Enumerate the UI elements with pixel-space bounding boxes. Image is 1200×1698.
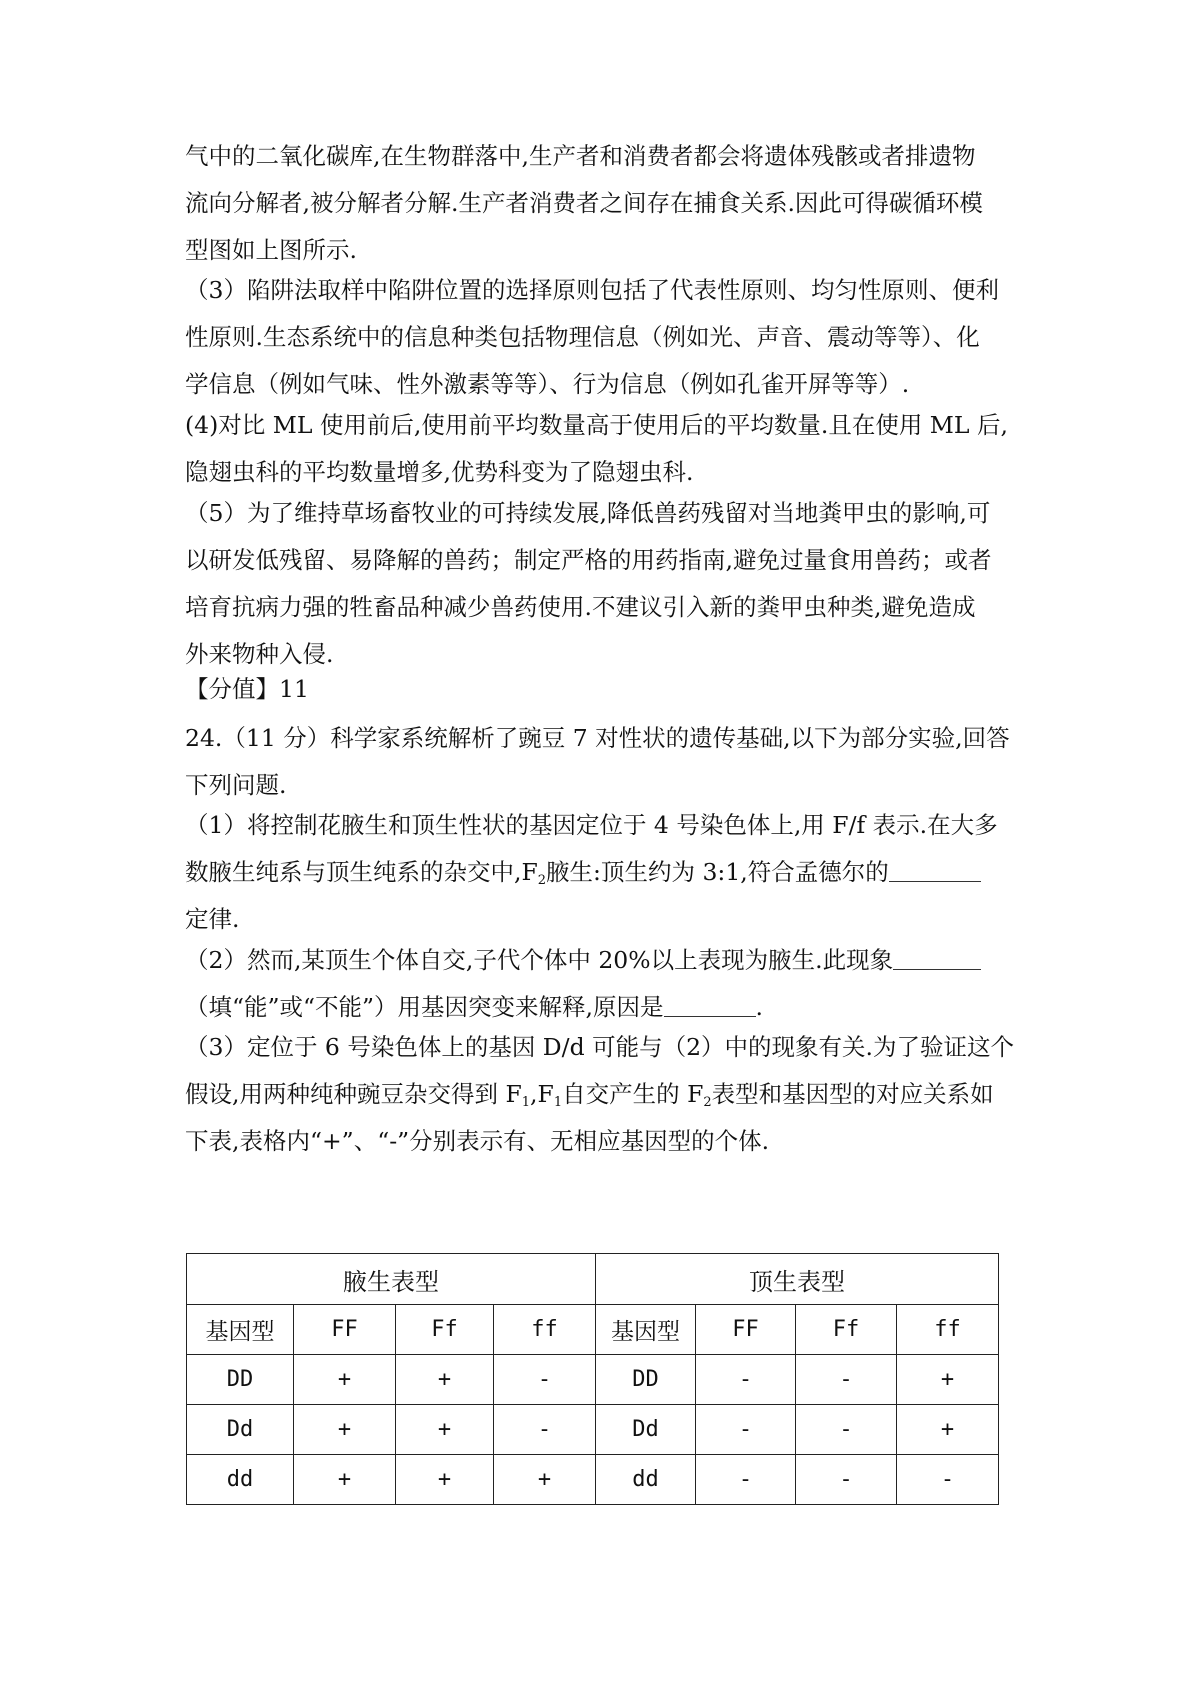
table-header-row (187, 1254, 999, 1305)
column-header: FF (696, 1305, 796, 1355)
text-segment: ,F (530, 1080, 554, 1108)
text-segment: . (755, 993, 764, 1021)
text-segment: 腋生:顶生约为 3:1,符合孟德尔的 (546, 858, 889, 886)
column-header: FF (294, 1305, 396, 1355)
text-line: 下表,表格内“+”、“-”分别表示有、无相应基因型的个体. (185, 1127, 770, 1155)
table-cell: - (494, 1355, 596, 1405)
text-line: 型图如上图所示. (185, 236, 357, 264)
row-label: Dd (187, 1405, 294, 1455)
row-label: dd (596, 1455, 696, 1505)
question-24-stem (185, 715, 1025, 809)
answer-paragraph-3 (185, 267, 1025, 408)
text-line: （1）将控制花腋生和顶生性状的基因定位于 4 号染色体上,用 F/f 表示.在大多 (185, 811, 998, 839)
text-line (185, 937, 1025, 984)
score-line (185, 666, 1025, 713)
table-cell: - (696, 1355, 796, 1405)
text-line: (4)对比 ML 使用前后,使用前平均数量高于使用后的平均数量.且在使用 ML 后, (185, 411, 1008, 439)
row-label: DD (187, 1355, 294, 1405)
text-segment: （2）然而,某顶生个体自交,子代个体中 20%以上表现为腋生.此现象 (185, 946, 894, 974)
row-label: DD (596, 1355, 696, 1405)
text-segment: （填“能”或“不能”）用基因突变来解释,原因是 (185, 993, 664, 1021)
text-segment: 自交产生的 F (562, 1080, 704, 1108)
table-cell: + (294, 1405, 396, 1455)
text-segment: 假设,用两种纯种豌豆杂交得到 F (185, 1080, 522, 1108)
table-row (187, 1455, 999, 1505)
text-line: 性原则.生态系统中的信息种类包括物理信息（例如光、声音、震动等等）、化 (185, 323, 980, 351)
text-line: （5）为了维持草场畜牧业的可持续发展,降低兽药残留对当地粪甲虫的影响,可 (185, 499, 991, 527)
column-header: Ff (796, 1305, 897, 1355)
terminal-phenotype-header: 顶生表型 (596, 1254, 999, 1305)
text-line: 定律. (185, 905, 240, 933)
text-line: 流向分解者,被分解者分解.生产者消费者之间存在捕食关系.因此可得碳循环模 (185, 189, 983, 217)
question-24-part-1 (185, 802, 1025, 943)
text-line (185, 849, 1025, 896)
text-line: 24.（11 分）科学家系统解析了豌豆 7 对性状的遗传基础,以下为部分实验,回答 (185, 724, 1010, 752)
table-cell: - (796, 1455, 897, 1505)
table-cell: - (796, 1355, 897, 1405)
table-cell: + (396, 1455, 494, 1505)
row-label: dd (187, 1455, 294, 1505)
column-header: ff (494, 1305, 596, 1355)
table-cell: + (897, 1355, 999, 1405)
table-cell: + (294, 1355, 396, 1405)
question-24-part-3 (185, 1024, 1025, 1165)
text-line: 以研发低残留、易降解的兽药；制定严格的用药指南,避免过量食用兽药；或者 (185, 546, 992, 574)
genotype-phenotype-table (186, 1253, 999, 1505)
text-segment: 表型和基因型的对应关系如 (711, 1080, 994, 1108)
answer-blank[interactable] (889, 855, 981, 882)
answer-blank[interactable] (664, 990, 756, 1017)
answer-paragraph-4 (185, 402, 1025, 496)
answer-blank[interactable] (893, 943, 981, 970)
subscript: 2 (537, 873, 547, 888)
text-line: 下列问题. (185, 771, 287, 799)
subscript: 1 (521, 1095, 531, 1110)
table-cell: - (494, 1405, 596, 1455)
answer-paragraph-carbon-cycle (185, 133, 1025, 274)
table-row (187, 1405, 999, 1455)
text-line: 隐翅虫科的平均数量增多,优势科变为了隐翅虫科. (185, 458, 694, 486)
table-cell: + (396, 1405, 494, 1455)
table-cell: - (696, 1405, 796, 1455)
text-line: （3）陷阱法取样中陷阱位置的选择原则包括了代表性原则、均匀性原则、便利 (185, 276, 999, 304)
text-line: 外来物种入侵. (185, 640, 334, 668)
column-header: Ff (396, 1305, 494, 1355)
table-subheader-row (187, 1305, 999, 1355)
text-line: 学信息（例如气味、性外激素等等）、行为信息（例如孔雀开屏等等）. (185, 370, 910, 398)
table-cell: + (294, 1455, 396, 1505)
text-segment: 数腋生纯系与顶生纯系的杂交中,F (185, 858, 538, 886)
table-row (187, 1355, 999, 1405)
question-24-part-2 (185, 937, 1025, 1031)
text-line (185, 1071, 1025, 1118)
genotype-label: 基因型 (596, 1305, 696, 1355)
text-line: （3）定位于 6 号染色体上的基因 D/d 可能与（2）中的现象有关.为了验证这个 (185, 1033, 1015, 1061)
genotype-label: 基因型 (187, 1305, 294, 1355)
text-line: 培育抗病力强的牲畜品种减少兽药使用.不建议引入新的粪甲虫种类,避免造成 (185, 593, 976, 621)
table-cell: - (897, 1455, 999, 1505)
table-cell: - (696, 1455, 796, 1505)
column-header: ff (897, 1305, 999, 1355)
answer-paragraph-5 (185, 490, 1025, 678)
subscript: 2 (703, 1095, 712, 1110)
row-label: Dd (596, 1405, 696, 1455)
table-cell: + (494, 1455, 596, 1505)
text-line: 气中的二氧化碳库,在生物群落中,生产者和消费者都会将遗体残骸或者排遗物 (185, 142, 976, 170)
axillary-phenotype-header: 腋生表型 (187, 1254, 596, 1305)
subscript: 1 (553, 1095, 563, 1110)
text-line: 【分值】11 (185, 675, 309, 703)
table-cell: + (897, 1405, 999, 1455)
table-cell: + (396, 1355, 494, 1405)
table-cell: - (796, 1405, 897, 1455)
